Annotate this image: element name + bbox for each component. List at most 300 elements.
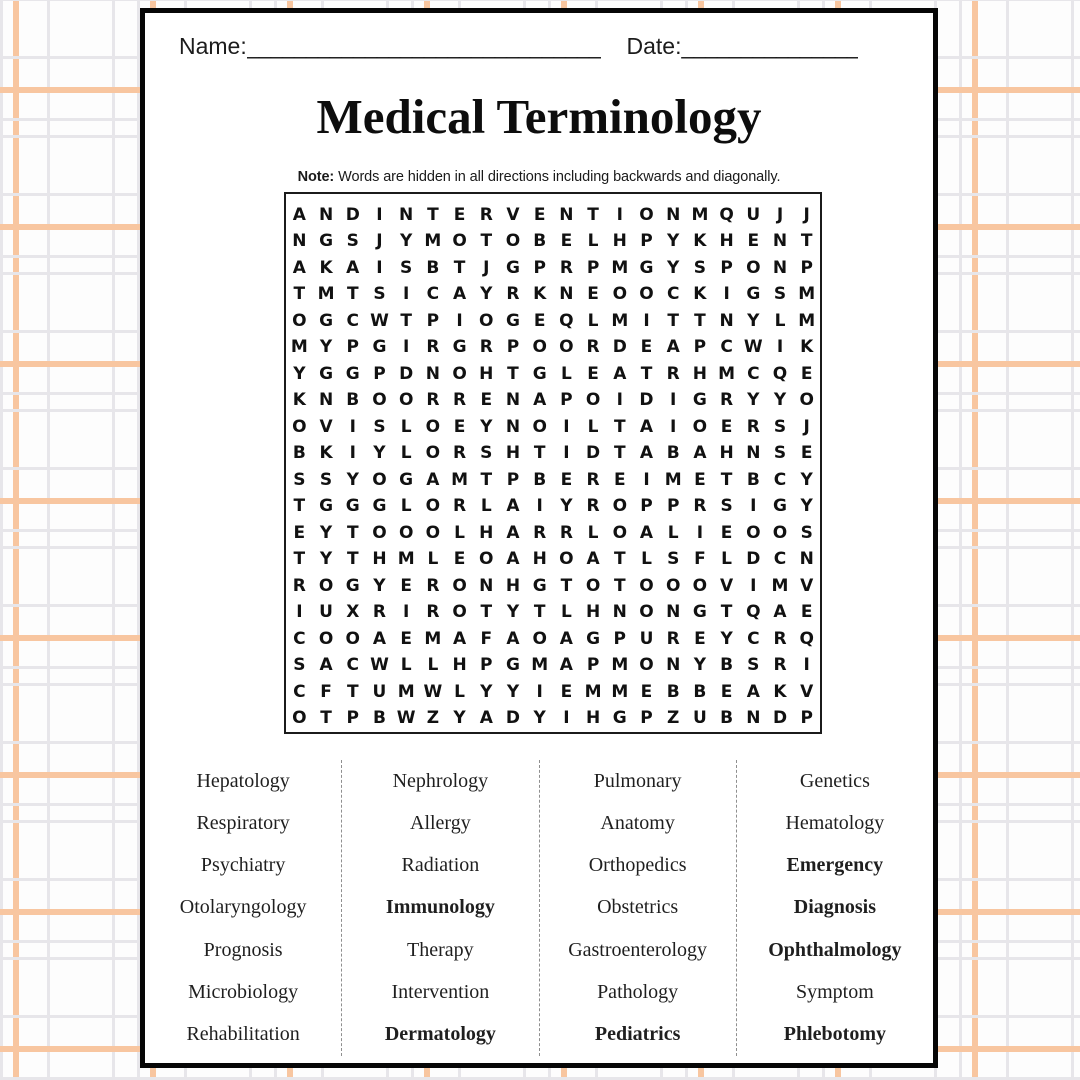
grid-letter: A: [693, 443, 707, 464]
word-list-item: Ophthalmology: [768, 938, 902, 961]
grid-letter: I: [403, 284, 410, 305]
grid-letter: R: [666, 363, 680, 384]
grid-letter: E: [560, 231, 573, 252]
grid-letter: I: [563, 443, 570, 464]
grid-letter: P: [640, 231, 653, 252]
grid-letter: A: [666, 337, 680, 358]
grid-letter: I: [296, 602, 303, 623]
grid-letter: R: [479, 204, 493, 225]
grid-letter: Y: [533, 708, 546, 729]
grid-letter: R: [292, 575, 306, 596]
grid-letter: O: [372, 390, 387, 411]
grid-letter: W: [396, 708, 416, 729]
grid-letter: P: [586, 655, 600, 676]
grid-letter: O: [585, 390, 601, 411]
grid-letter: M: [424, 231, 442, 252]
grid-letter: T: [640, 363, 653, 384]
grid-letter: O: [425, 496, 441, 517]
grid-row: [286, 520, 820, 547]
grid-letter: O: [452, 363, 467, 384]
grid-letter: C: [747, 628, 760, 649]
grid-letter: G: [532, 575, 547, 596]
grid-letter: N: [799, 549, 814, 570]
grid-letter: P: [613, 628, 627, 649]
word-list-item: Otolaryngology: [179, 896, 307, 919]
grid-letter: C: [293, 681, 306, 702]
grid-letter: A: [372, 628, 387, 649]
grid-letter: V: [506, 204, 520, 225]
grid-row: [286, 282, 820, 309]
grid-letter: O: [479, 549, 494, 570]
date-label: Date:: [626, 33, 682, 59]
grid-letter: Y: [373, 575, 386, 596]
grid-letter: I: [616, 204, 623, 225]
grid-letter: E: [640, 337, 653, 358]
grid-letter: R: [453, 443, 467, 464]
grid-letter: P: [506, 469, 520, 490]
grid-letter: T: [293, 549, 306, 570]
grid-letter: T: [613, 575, 626, 596]
grid-letter: E: [640, 681, 653, 702]
grid-letter: P: [586, 257, 600, 278]
grid-letter: H: [452, 655, 467, 676]
grid-letter: Z: [667, 708, 680, 729]
grid-letter: F: [320, 681, 332, 702]
grid-letter: M: [691, 204, 709, 225]
word-list: [145, 760, 933, 1056]
grid-letter: N: [666, 602, 681, 623]
grid-letter: I: [563, 708, 570, 729]
grid-letter: L: [400, 496, 412, 517]
grid-letter: S: [293, 655, 306, 676]
grid-letter: E: [400, 628, 412, 649]
grid-letter: D: [772, 708, 788, 729]
grid-letter: L: [721, 549, 733, 570]
grid-letter: R: [372, 602, 386, 623]
grid-letter: R: [559, 522, 573, 543]
grid-letter: L: [400, 416, 412, 437]
grid-letter: I: [776, 337, 784, 358]
grid-letter: O: [639, 602, 654, 623]
grid-letter: K: [319, 443, 333, 464]
grid-letter: A: [292, 204, 306, 225]
grid-letter: L: [427, 655, 439, 676]
grid-letter: G: [773, 496, 787, 517]
grid-letter: I: [750, 575, 757, 596]
grid-row: [286, 308, 820, 335]
grid-letter: G: [319, 310, 334, 331]
word-list-item: Pulmonary: [593, 769, 682, 792]
grid-letter: K: [319, 257, 333, 278]
grid-letter: M: [611, 310, 629, 331]
grid-row: [286, 573, 820, 600]
grid-letter: O: [639, 284, 654, 305]
grid-letter: I: [670, 416, 677, 437]
grid-letter: W: [423, 681, 443, 702]
grid-letter: Y: [747, 310, 760, 331]
grid-letter: E: [293, 522, 306, 543]
grid-letter: N: [318, 204, 334, 225]
grid-letter: O: [665, 575, 681, 596]
grid-letter: G: [345, 363, 360, 384]
grid-letter: U: [639, 628, 654, 649]
grid-letter: O: [559, 549, 574, 570]
grid-letter: O: [425, 416, 441, 437]
grid-letter: G: [505, 655, 520, 676]
grid-letter: T: [613, 549, 626, 570]
grid-letter: S: [720, 496, 733, 517]
grid-letter: M: [397, 681, 415, 702]
grid-letter: I: [376, 257, 383, 278]
grid-letter: P: [666, 496, 680, 517]
grid-letter: C: [773, 549, 787, 570]
grid-letter: H: [612, 231, 627, 252]
grid-letter: D: [399, 363, 414, 384]
grid-letter: P: [346, 337, 359, 358]
name-date-row: [145, 13, 933, 60]
grid-letter: R: [586, 469, 600, 490]
grid-letter: A: [746, 681, 760, 702]
grid-letter: O: [318, 628, 334, 649]
grid-row: [286, 335, 820, 362]
word-list-item: Obstetrics: [597, 896, 679, 919]
grid-letter: R: [666, 628, 680, 649]
grid-letter: E: [453, 416, 466, 437]
word-list-item: Respiratory: [196, 811, 290, 834]
grid-letter: T: [507, 363, 519, 384]
grid-letter: P: [533, 257, 546, 278]
grid-letter: O: [692, 575, 708, 596]
grid-row: [286, 229, 820, 256]
grid-letter: E: [560, 469, 573, 490]
word-list-item: Intervention: [391, 981, 490, 1004]
grid-letter: E: [747, 231, 760, 252]
grid-letter: A: [452, 284, 467, 305]
grid-row: [286, 494, 820, 521]
grid-letter: Y: [319, 337, 333, 358]
grid-letter: S: [667, 549, 680, 570]
grid-letter: Y: [373, 443, 386, 464]
grid-letter: A: [639, 416, 654, 437]
grid-letter: I: [643, 310, 650, 331]
grid-letter: I: [403, 337, 410, 358]
grid-letter: W: [370, 310, 389, 331]
grid-letter: A: [613, 363, 627, 384]
grid-letter: E: [533, 310, 546, 331]
page-title: Medical Terminology: [316, 89, 762, 144]
grid-letter: S: [400, 257, 413, 278]
grid-letter: T: [480, 231, 493, 252]
grid-letter: C: [747, 363, 760, 384]
grid-letter: N: [666, 204, 681, 225]
grid-letter: T: [480, 602, 493, 623]
grid-letter: K: [292, 390, 306, 411]
grid-letter: H: [479, 363, 494, 384]
grid-letter: I: [750, 496, 757, 517]
grid-letter: D: [586, 443, 601, 464]
grid-letter: E: [694, 469, 706, 490]
grid-letter: M: [317, 284, 335, 305]
grid-letter: E: [533, 204, 546, 225]
grid-letter: I: [403, 602, 410, 623]
grid-letter: N: [719, 310, 734, 331]
grid-letter: R: [586, 337, 600, 358]
grid-letter: A: [506, 628, 520, 649]
grid-letter: O: [292, 310, 307, 331]
grid-letter: B: [346, 390, 360, 411]
grid-letter: T: [293, 284, 306, 305]
grid-letter: D: [505, 708, 521, 729]
grid-letter: P: [373, 363, 386, 384]
grid-letter: O: [372, 522, 387, 543]
grid-letter: R: [426, 337, 440, 358]
grid-letter: M: [397, 549, 415, 570]
grid-letter: T: [480, 469, 493, 490]
grid-letter: G: [532, 363, 547, 384]
grid-letter: M: [664, 469, 682, 490]
grid-letter: H: [505, 443, 521, 464]
grid-letter: X: [346, 602, 360, 623]
grid-letter: N: [399, 204, 414, 225]
word-list-item: Genetics: [799, 769, 870, 792]
grid-letter: O: [425, 443, 441, 464]
grid-letter: G: [692, 390, 707, 411]
grid-letter: O: [772, 522, 788, 543]
grid-letter: O: [639, 204, 654, 225]
grid-letter: R: [479, 337, 493, 358]
grid-letter: N: [666, 655, 681, 676]
grid-letter: Y: [693, 655, 707, 676]
grid-letter: T: [613, 416, 626, 437]
grid-letter: L: [587, 522, 599, 543]
grid-row: [286, 441, 820, 468]
grid-letter: B: [292, 443, 306, 464]
grid-letter: P: [560, 390, 573, 411]
grid-letter: O: [612, 522, 628, 543]
grid-letter: Q: [559, 310, 574, 331]
grid-letter: O: [746, 522, 761, 543]
grid-letter: G: [639, 257, 654, 278]
grid-letter: K: [693, 231, 707, 252]
grid-letter: G: [372, 337, 387, 358]
grid-letter: G: [399, 469, 414, 490]
grid-letter: E: [400, 575, 412, 596]
grid-letter: Q: [746, 602, 761, 623]
note-label: Note:: [297, 169, 335, 185]
grid-letter: E: [694, 628, 706, 649]
grid-letter: O: [532, 337, 547, 358]
grid-letter: E: [720, 416, 733, 437]
grid-letter: T: [533, 602, 546, 623]
grid-letter: L: [774, 310, 786, 331]
grid-letter: L: [427, 549, 439, 570]
grid-letter: A: [559, 655, 573, 676]
grid-letter: E: [560, 681, 573, 702]
grid-letter: A: [639, 443, 654, 464]
grid-letter: O: [398, 522, 414, 543]
grid-letter: A: [506, 496, 520, 517]
grid-letter: U: [746, 204, 761, 225]
grid-letter: I: [456, 310, 463, 331]
grid-letter: K: [533, 284, 547, 305]
grid-letter: T: [533, 443, 546, 464]
grid-letter: I: [349, 443, 356, 464]
grid-letter: J: [376, 231, 383, 252]
grid-letter: J: [803, 204, 810, 225]
grid-letter: G: [319, 496, 334, 517]
grid-letter: H: [479, 522, 494, 543]
grid-letter: G: [452, 337, 467, 358]
word-list-item: Microbiology: [188, 981, 299, 1004]
grid-letter: M: [290, 337, 308, 358]
grid-letter: I: [803, 655, 810, 676]
grid-letter: L: [454, 522, 465, 543]
grid-letter: S: [480, 443, 493, 464]
grid-letter: G: [319, 231, 334, 252]
grid-letter: C: [426, 284, 440, 305]
grid-letter: S: [293, 469, 306, 490]
grid-letter: A: [506, 522, 520, 543]
grid-letter: T: [453, 257, 466, 278]
word-list-item: Hematology: [785, 811, 885, 834]
grid-letter: Y: [800, 496, 813, 517]
grid-letter: N: [772, 231, 788, 252]
grid-letter: L: [480, 496, 492, 517]
grid-letter: O: [505, 231, 521, 252]
grid-letter: Q: [719, 204, 734, 225]
grid-letter: K: [773, 681, 787, 702]
grid-letter: R: [773, 628, 787, 649]
grid-letter: N: [479, 575, 494, 596]
grid-letter: E: [480, 390, 493, 411]
grid-letter: I: [536, 496, 543, 517]
grid-letter: F: [694, 549, 706, 570]
grid-letter: E: [800, 363, 813, 384]
word-list-column: [145, 760, 341, 1056]
grid-letter: R: [426, 575, 440, 596]
grid-letter: A: [586, 549, 600, 570]
grid-letter: B: [426, 257, 440, 278]
grid-letter: A: [639, 522, 654, 543]
grid-letter: C: [666, 284, 680, 305]
grid-letter: S: [373, 284, 386, 305]
grid-row: [286, 414, 820, 441]
grid-letter: O: [612, 284, 628, 305]
grid-letter: O: [639, 575, 654, 596]
grid-letter: T: [346, 284, 359, 305]
grid-letter: G: [345, 575, 360, 596]
grid-letter: Y: [480, 284, 493, 305]
grid-letter: O: [612, 496, 628, 517]
grid-letter: T: [293, 496, 306, 517]
grid-letter: V: [800, 681, 814, 702]
grid-letter: T: [427, 204, 439, 225]
grid-letter: T: [667, 310, 679, 331]
grid-letter: O: [746, 257, 761, 278]
grid-letter: M: [798, 284, 816, 305]
grid-letter: C: [773, 469, 787, 490]
grid-letter: O: [479, 310, 494, 331]
grid-letter: H: [719, 443, 734, 464]
grid-letter: Y: [480, 416, 493, 437]
grid-letter: R: [559, 257, 573, 278]
grid-row: [286, 388, 820, 415]
grid-letter: Y: [773, 390, 787, 411]
grid-letter: M: [424, 628, 442, 649]
grid-letter: P: [693, 337, 707, 358]
grid-letter: B: [746, 469, 760, 490]
grid-letter: P: [346, 708, 359, 729]
grid-letter: M: [611, 257, 629, 278]
word-list-item: Allergy: [410, 811, 471, 834]
grid-letter: O: [425, 522, 441, 543]
grid-letter: O: [532, 416, 547, 437]
grid-letter: H: [532, 549, 547, 570]
grid-letter: B: [720, 655, 734, 676]
grid-letter: I: [643, 469, 650, 490]
grid-letter: D: [345, 204, 360, 225]
grid-letter: O: [318, 575, 334, 596]
word-list-item: Dermatology: [384, 1023, 496, 1046]
grid-letter: N: [612, 602, 627, 623]
grid-letter: T: [320, 708, 332, 729]
grid-letter: P: [506, 337, 520, 358]
grid-letter: Y: [667, 231, 680, 252]
grid-letter: I: [670, 390, 677, 411]
grid-letter: T: [346, 522, 359, 543]
grid-letter: S: [773, 443, 787, 464]
word-list-item: Orthopedics: [588, 854, 687, 877]
grid-letter: P: [640, 496, 653, 517]
grid-letter: N: [559, 204, 574, 225]
grid-letter: O: [452, 231, 467, 252]
grid-letter: Y: [720, 628, 733, 649]
grid-letter: T: [587, 204, 599, 225]
grid-letter: M: [611, 681, 629, 702]
grid-letter: E: [453, 204, 466, 225]
grid-letter: P: [800, 708, 813, 729]
grid-letter: F: [480, 628, 493, 649]
word-list-column: [736, 760, 933, 1056]
grid-letter: B: [666, 443, 680, 464]
grid-letter: B: [693, 681, 707, 702]
grid-letter: H: [692, 363, 708, 384]
grid-letter: C: [720, 337, 733, 358]
grid-letter: T: [560, 575, 573, 596]
grid-letter: L: [587, 416, 599, 437]
grid-letter: Q: [799, 628, 814, 649]
grid-letter: H: [372, 549, 387, 570]
grid-letter: R: [533, 522, 547, 543]
word-list-item: Psychiatry: [200, 854, 286, 877]
grid-letter: W: [370, 655, 389, 676]
grid-letter: L: [454, 681, 465, 702]
grid-letter: O: [452, 602, 467, 623]
word-list-column: [341, 760, 538, 1056]
word-list-item: Gastroenterology: [568, 938, 708, 961]
grid-letter: I: [696, 522, 704, 543]
grid-letter: Z: [426, 708, 440, 729]
grid-letter: L: [641, 549, 652, 570]
grid-letter: A: [479, 708, 493, 729]
grid-letter: U: [319, 602, 333, 623]
word-list-item: Therapy: [407, 938, 474, 961]
word-list-column: [539, 760, 736, 1056]
note-line: [145, 169, 933, 185]
grid-letter: R: [453, 390, 467, 411]
grid-row: [286, 600, 820, 627]
grid-letter: A: [452, 628, 467, 649]
